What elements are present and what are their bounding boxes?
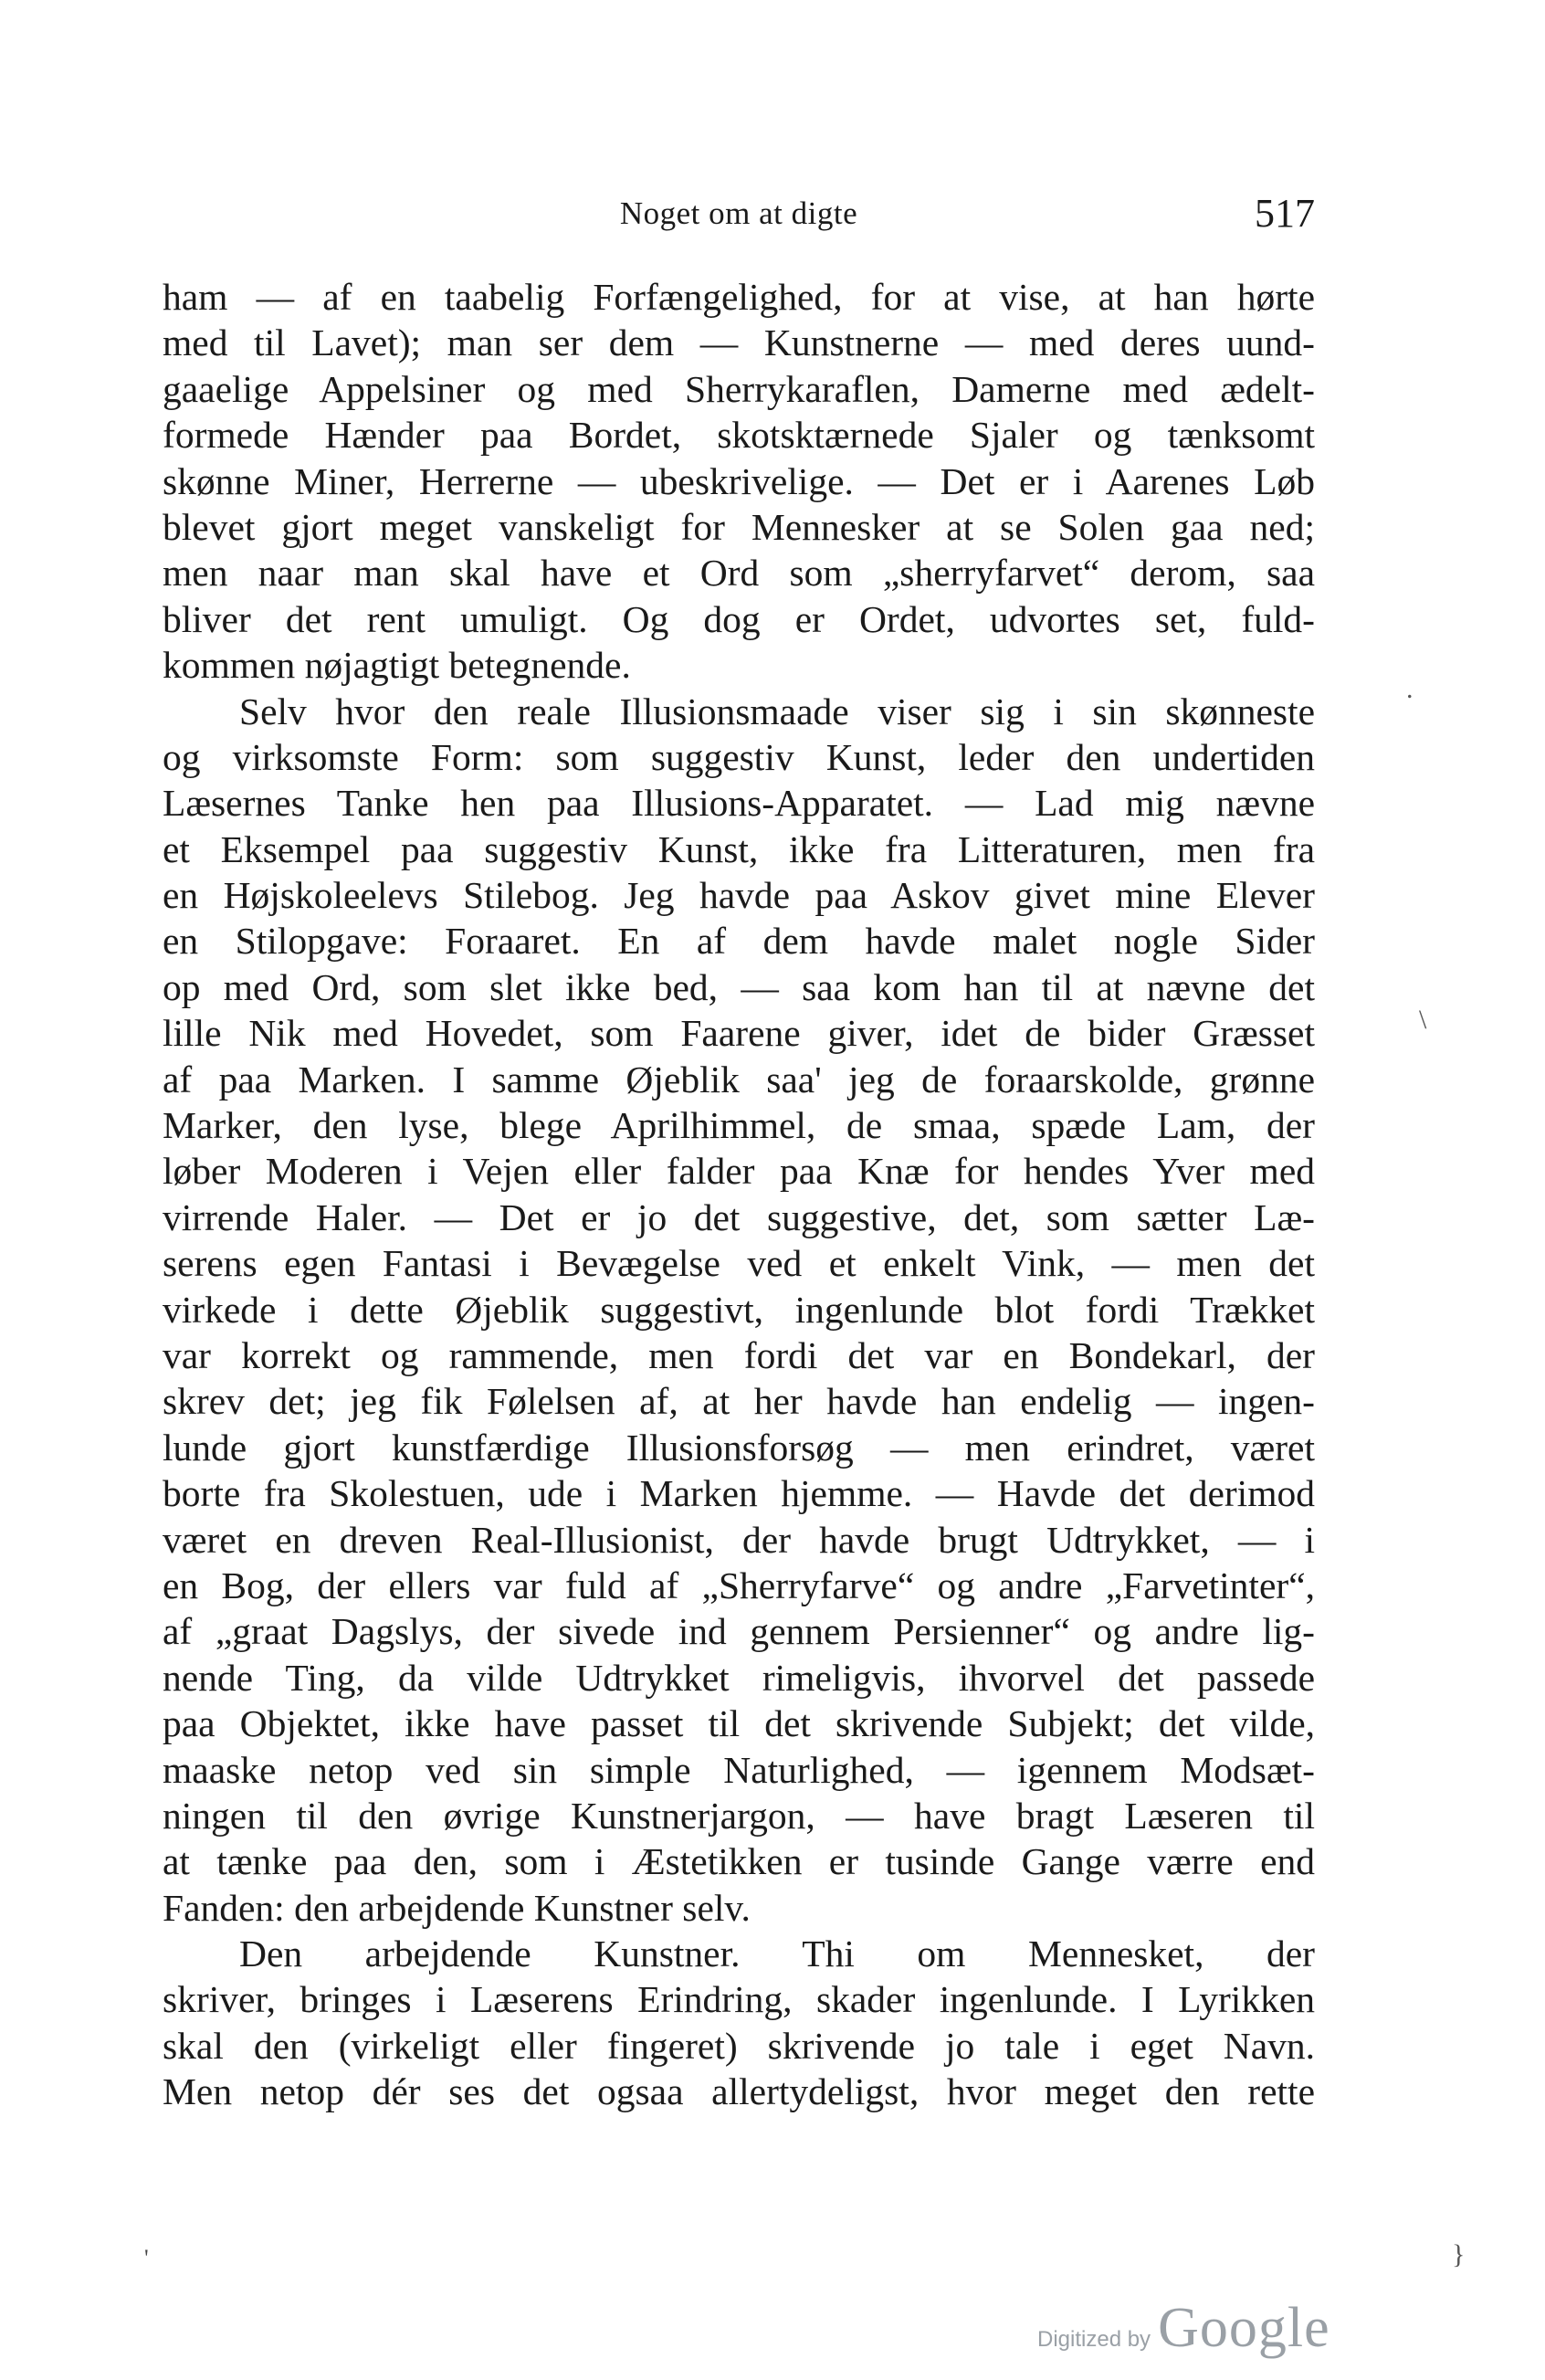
watermark-prefix: Digitized by bbox=[1037, 2327, 1151, 2352]
text-line: blevet gjort meget vanskeligt for Mennesker at se Solen gaa ned; bbox=[163, 505, 1315, 548]
text-line: en Højskoleelevs Stilebog. Jeg havde paa Askov givet mine Elever bbox=[163, 874, 1315, 917]
text-line: at tænke paa den, som i Æstetikken er tusinde Gange værre end bbox=[163, 1840, 1315, 1883]
text-line: paa Objektet, ikke have passet til det skrivende Subjekt; det vilde, bbox=[163, 1702, 1315, 1745]
text-line: løber Moderen i Vejen eller falder paa Knæ for hendes Yver med bbox=[163, 1150, 1315, 1193]
text-line: af „graat Dagslys, der sivede ind gennem Persienner“ og andre lig- bbox=[163, 1610, 1315, 1653]
text-line: lille Nik med Hovedet, som Faarene giver, idet de bider Græsset bbox=[163, 1012, 1315, 1055]
digitized-by-google-watermark bbox=[1037, 2296, 1330, 2360]
margin-mark: \ bbox=[1419, 1005, 1427, 1035]
text-line: Læsernes Tanke hen paa Illusions-Apparatet. — Lad mig nævne bbox=[163, 782, 1315, 825]
text-line: Den arbejdende Kunstner. Thi om Mennesket, der bbox=[239, 1932, 1315, 1975]
text-line: været en dreven Real-Illusionist, der havde brugt Udtrykket, — i bbox=[163, 1518, 1315, 1561]
text-line: med til Lavet); man ser dem — Kunstnerne — med deres uund- bbox=[163, 321, 1315, 364]
running-head bbox=[163, 190, 1315, 245]
text-line: kommen nøjagtigt betegnende. bbox=[163, 644, 631, 687]
text-line: lunde gjort kunstfærdige Illusionsforsøg — men erindret, været bbox=[163, 1426, 1315, 1469]
text-line: serens egen Fantasi i Bevægelse ved et enkelt Vink, — men det bbox=[163, 1242, 1315, 1285]
text-line: virkede i dette Øjeblik suggestivt, ingenlunde blot fordi Trækket bbox=[163, 1288, 1315, 1331]
text-line: skal den (virkeligt eller fingeret) skrivende jo tale i eget Navn. bbox=[163, 2024, 1315, 2067]
margin-mark: . bbox=[1406, 674, 1414, 704]
text-line: var korrekt og rammende, men fordi det var en Bondekarl, der bbox=[163, 1333, 1315, 1376]
text-line: men naar man skal have et Ord som „sherryfarvet“ derom, saa bbox=[163, 552, 1315, 595]
text-line: et Eksempel paa suggestiv Kunst, ikke fra Litteraturen, men fra bbox=[163, 827, 1315, 870]
text-line: ningen til den øvrige Kunstnerjargon, — have bragt Læseren til bbox=[163, 1794, 1315, 1837]
text-line: virrende Haler. — Det er jo det suggestive, det, som sætter Læ- bbox=[163, 1195, 1315, 1238]
text-line: en Bog, der ellers var fuld af „Sherryfarve“ og andre „Farvetinter“, bbox=[163, 1564, 1315, 1606]
margin-mark: } bbox=[1452, 2239, 1466, 2269]
text-line: op med Ord, som slet ikke bed, — saa kom han til at nævne det bbox=[163, 965, 1315, 1008]
text-line: og virksomste Form: som suggestiv Kunst, leder den undertiden bbox=[163, 735, 1315, 778]
text-line: borte fra Skolestuen, ude i Marken hjemme. — Havde det derimod bbox=[163, 1472, 1315, 1515]
text-line: bliver det rent umuligt. Og dog er Ordet, udvortes set, fuld- bbox=[163, 597, 1315, 640]
text-line: gaaelige Appelsiner og med Sherrykaraflen, Damerne med ædelt- bbox=[163, 367, 1315, 410]
text-line: skriver, bringes i Læserens Erindring, skader ingenlunde. I Lyrikken bbox=[163, 1978, 1315, 2021]
text-line: nende Ting, da vilde Udtrykket rimeligvis, ihvorvel det passede bbox=[163, 1656, 1315, 1699]
running-title: Noget om at digte bbox=[619, 195, 858, 231]
footer-mark: ' bbox=[144, 2245, 149, 2271]
text-line: skrev det; jeg fik Følelsen af, at her havde han endelig — ingen- bbox=[163, 1380, 1315, 1423]
watermark-brand: Google bbox=[1158, 2297, 1330, 2359]
text-line: Marker, den lyse, blege Aprilhimmel, de smaa, spæde Lam, der bbox=[163, 1104, 1315, 1147]
text-line: Fanden: den arbejdende Kunstner selv. bbox=[163, 1886, 751, 1929]
text-line: maaske netop ved sin simple Naturlighed, — igennem Modsæt- bbox=[163, 1748, 1315, 1791]
page-number: 517 bbox=[1255, 191, 1315, 236]
text-line: ham — af en taabelig Forfængelighed, for at vise, at han hørte bbox=[163, 276, 1315, 318]
text-line: en Stilopgave: Foraaret. En af dem havde malet nogle Sider bbox=[163, 920, 1315, 963]
text-line: skønne Miner, Herrerne — ubeskrivelige. — Det er i Aarenes Løb bbox=[163, 459, 1315, 502]
text-line: Men netop dér ses det ogsaa allertydeligst, hvor meget den rette bbox=[163, 2070, 1315, 2113]
text-line: Selv hvor den reale Illusionsmaade viser sig i sin skønneste bbox=[239, 690, 1315, 732]
body-text bbox=[163, 274, 1315, 2115]
text-line: formede Hænder paa Bordet, skotsktærnede Sjaler og tænksomt bbox=[163, 414, 1315, 457]
text-line: af paa Marken. I samme Øjeblik saa' jeg de foraarskolde, grønne bbox=[163, 1058, 1315, 1100]
